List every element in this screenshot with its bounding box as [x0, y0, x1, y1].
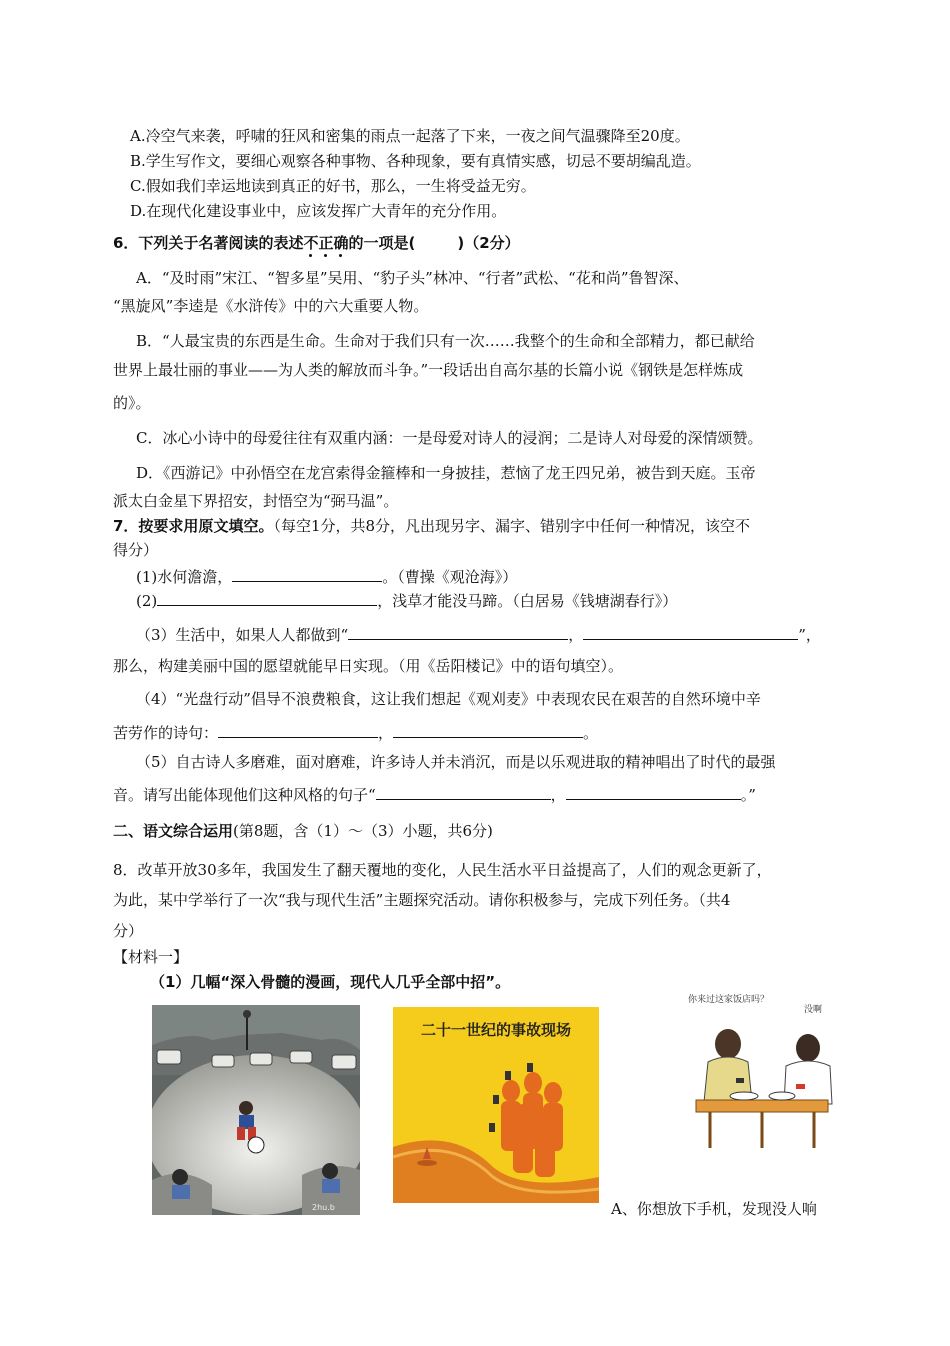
- answer-blank-1[interactable]: [232, 566, 382, 582]
- material-one-label: 【材料一】: [113, 948, 189, 966]
- speech-left: 你来过这家饭店吗？: [688, 995, 770, 1005]
- caption-a: A、你想放下手机，发现没人响: [611, 1200, 817, 1218]
- q5-option-d: D.在现代化建设事业中，应该发挥广大青年的充分作用。: [130, 202, 507, 220]
- q6-option-b-line3: 的》。: [113, 394, 151, 412]
- q6-option-b-line2: 世界上最壮丽的事业——为人类的解放而斗争。”一段话出自高尔基的长篇小说《钢铁是怎样炼成: [113, 361, 744, 379]
- q7-title-line2: 得分）: [113, 541, 159, 559]
- q8-line1: 8．改革开放30多年，我国发生了翻天覆地的变化，人民生活水平日益提高了，人们的观念更新了，: [113, 861, 772, 879]
- q8-line3: 分）: [113, 922, 144, 940]
- q6-option-a-line2: “黑旋风”李逵是《水浒传》中的六大重要人物。: [113, 297, 429, 315]
- answer-blank-5a[interactable]: [376, 784, 551, 800]
- answer-blank-4b[interactable]: [393, 722, 583, 738]
- q7-item-2: (2) ，浅草才能没马蹄。（白居易《钱塘湖春行》）: [136, 592, 678, 610]
- answer-blank-2[interactable]: [157, 590, 377, 606]
- q7-item-5-line2: 音。请写出能体现他们这种风格的句子“ ， 。”: [113, 786, 756, 804]
- q8-sub1: （1）几幅“深入骨髓的漫画，现代人几乎全部中招”。: [150, 973, 511, 991]
- q5-option-b: B.学生写作文，要细心观察各种事物、各种现象，要有真情实感，切忌不要胡编乱造。: [130, 152, 701, 170]
- cartoon-caption: 二十一世纪的事故现场: [420, 1021, 572, 1039]
- q7-item-1: (1)水何澹澹， 。（曹操《观沧海》）: [136, 568, 518, 586]
- q8-line2: 为此，某中学举行了一次“我与现代生活”主题探究活动。请你积极参与，完成下列任务。（共4: [113, 891, 731, 909]
- watermark-text: 2hu.b: [312, 1203, 335, 1212]
- q7-item-4-line1: （4）“光盘行动”倡导不浪费粮食，这让我们想起《观刈麦》中表现农民在艰苦的自然环境中辛: [136, 690, 761, 708]
- q7-item-4-line2: 苦劳作的诗句： ， 。: [113, 724, 599, 742]
- cartoon-couple-dinner-image: [686, 992, 836, 1152]
- q7-item-3: （3）生活中，如果人人都做到“ ， ”，: [136, 626, 821, 644]
- cartoon-stadium-image: [152, 1005, 360, 1215]
- q6-title: 6．下列关于名著阅读的表述不正确的一项是( )（2分）: [113, 234, 520, 252]
- q5-option-a: A.冷空气来袭，呼啸的狂风和密集的雨点一起落了下来，一夜之间气温骤降至20度。: [130, 127, 690, 145]
- answer-blank-5b[interactable]: [566, 784, 741, 800]
- q6-option-d-line1: D．《西游记》中孙悟空在龙宫索得金箍棒和一身披挂，惹恼了龙王四兄弟，被告到天庭。玉帝: [136, 464, 756, 482]
- q5-option-c: C.假如我们幸运地读到真正的好书，那么，一生将受益无穷。: [130, 177, 536, 195]
- answer-blank-4a[interactable]: [218, 722, 378, 738]
- q7-item-3-line2: 那么，构建美丽中国的愿望就能早日实现。（用《岳阳楼记》中的语句填空）。: [113, 657, 624, 675]
- section-2-title: 二、语文综合运用(第8题，含（1）～（3）小题，共6分): [113, 822, 493, 840]
- q7-title: 7．按要求用原文填空。（每空1分，共8分，凡出现另字、漏字、错别字中任何一种情况，该空不: [113, 517, 751, 535]
- cartoon-accident-scene-image: [393, 1007, 599, 1203]
- q6-option-a-line1: A．“及时雨”宋江、“智多星”吴用、“豹子头”林冲、“行者”武松、“花和尚”鲁智深、: [136, 269, 689, 287]
- q7-item-5-line1: （5）自古诗人多磨难，面对磨难，许多诗人并未消沉，而是以乐观进取的精神唱出了时代的最强: [136, 753, 776, 771]
- answer-blank-3a[interactable]: [348, 624, 568, 640]
- answer-blank-3b[interactable]: [583, 624, 798, 640]
- q6-option-c: C．冰心小诗中的母爱往往有双重内涵：一是母爱对诗人的浸润；二是诗人对母爱的深情颂赞。: [136, 429, 763, 447]
- q6-option-d-line2: 派太白金星下界招安，封悟空为“弼马温”。: [113, 492, 399, 510]
- speech-right: 没啊: [804, 1005, 823, 1015]
- q6-option-b-line1: B．“人最宝贵的东西是生命。生命对于我们只有一次……我整个的生命和全部精力，都已献给: [136, 332, 755, 350]
